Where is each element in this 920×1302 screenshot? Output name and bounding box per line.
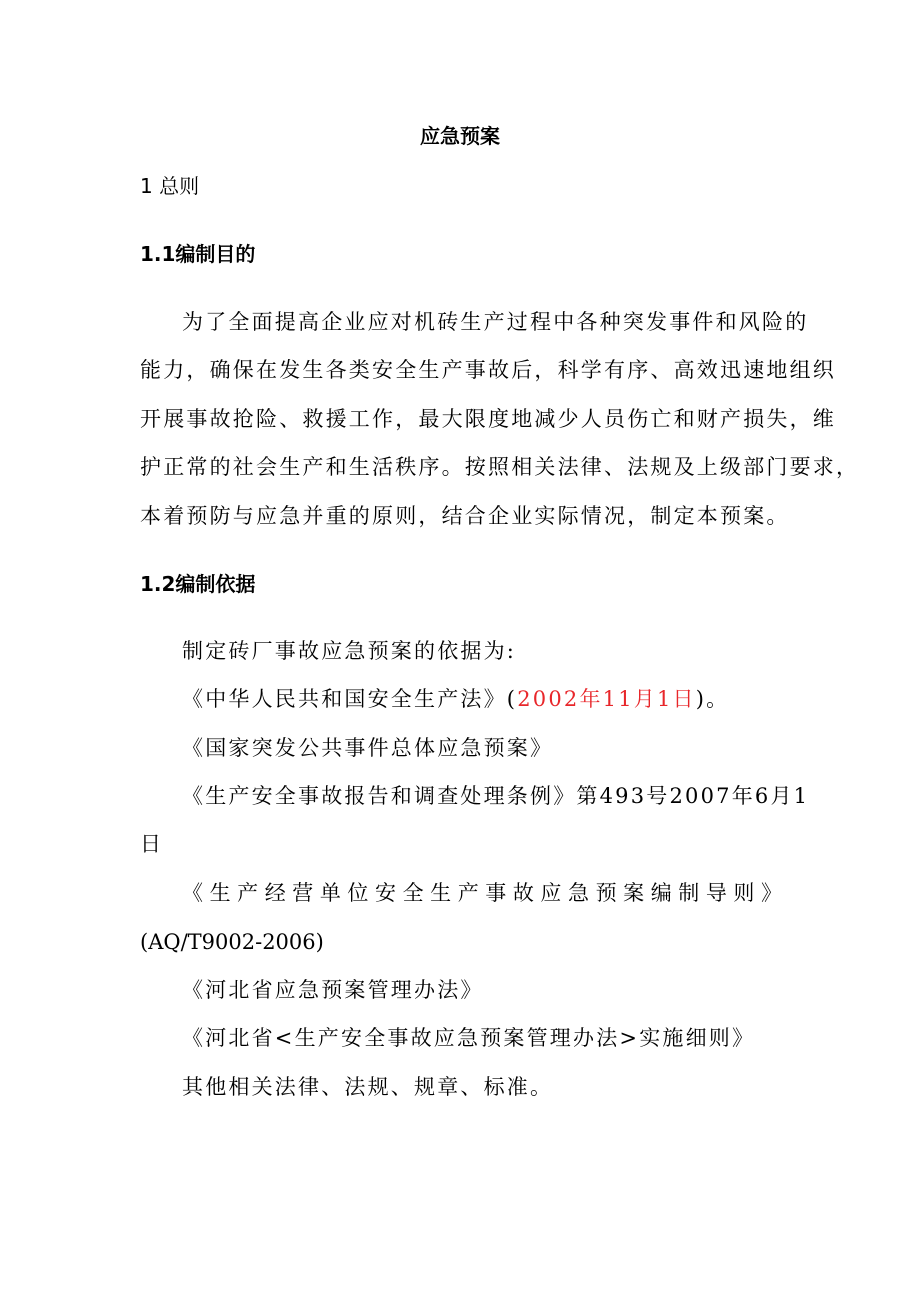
law-item-plan-guideline-code: (AQ/T9002-2006) — [140, 930, 324, 954]
basis-intro: 制定砖厂事故应急预案的依据为: — [182, 639, 517, 663]
law-title: 《中华人民共和国安全生产法》( — [182, 687, 518, 711]
law-date: 2002年11月1日 — [517, 687, 696, 711]
law-item-safety-production-law — [182, 685, 729, 713]
law-item-other-standards: 其他相关法律、法规、规章、标准。 — [182, 1075, 554, 1099]
purpose-paragraph-line: 本着预防与应急并重的原则，结合企业实际情况，制定本预案。 — [140, 504, 790, 528]
law-item-hebei-rules: 《河北省<生产安全事故应急预案管理办法>实施细则》 — [182, 1026, 756, 1050]
law-suffix: )。 — [695, 687, 730, 711]
purpose-paragraph-line: 开展事故抢险、救援工作，最大限度地减少人员伤亡和财产损失，维 — [140, 407, 836, 431]
document-title: 应急预案 — [420, 124, 500, 148]
section-heading-basis: 1.2编制依据 — [140, 572, 256, 596]
purpose-paragraph-line: 护正常的社会生产和生活秩序。按照相关法律、法规及上级部门要求， — [140, 455, 860, 479]
law-item-national-plan: 《国家突发公共事件总体应急预案》 — [182, 736, 554, 760]
section-heading-general: 1 总则 — [140, 174, 200, 198]
purpose-paragraph-line: 能力，确保在发生各类安全生产事故后，科学有序、高效迅速地组织 — [140, 358, 836, 382]
law-item-accident-reporting: 《生产安全事故报告和调查处理条例》第493号2007年6月1 — [182, 784, 810, 808]
law-item-plan-guideline: 《生产经营单位安全生产事故应急预案编制导则》 — [182, 881, 782, 905]
law-item-hebei-measures: 《河北省应急预案管理办法》 — [182, 978, 484, 1002]
section-heading-purpose: 1.1编制目的 — [140, 242, 256, 266]
law-item-accident-reporting-cont: 日 — [140, 832, 161, 856]
purpose-paragraph-line: 为了全面提高企业应对机砖生产过程中各种突发事件和风险的 — [182, 310, 809, 334]
